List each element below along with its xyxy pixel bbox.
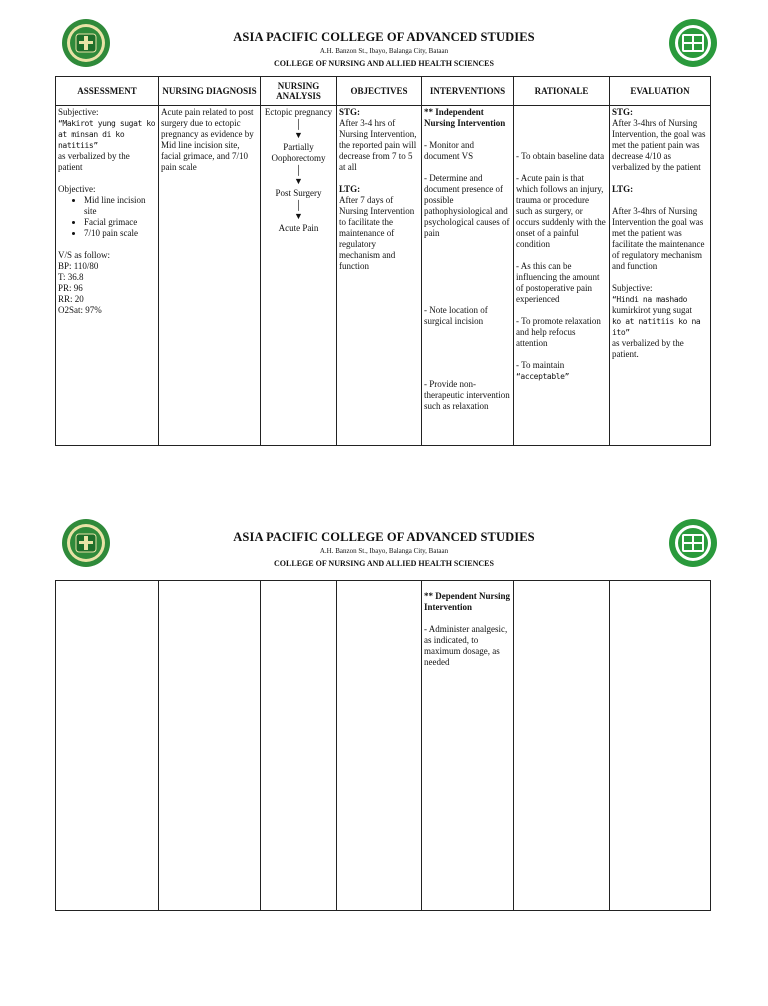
college-name: COLLEGE OF NURSING AND ALLIED HEALTH SCIENCES	[274, 559, 494, 568]
stg-text: After 3-4 hrs of Nursing Intervention, the reported pain will decrease from 7 to 5 at all	[339, 118, 417, 172]
intervention-item: - Monitor and document VS	[424, 140, 474, 161]
objectives-cell	[337, 581, 422, 911]
column-header: NURSING DIAGNOSIS	[159, 77, 261, 106]
down-arrow-icon: │ ▼	[294, 200, 303, 221]
care-plan-page-1	[0, 0, 768, 470]
rationale-item: - To promote relaxation and help refocus attention	[516, 316, 601, 348]
rationale-item: - Acute pain is that which follows an injury, trauma or procedure such as surgery, or occurs suddenly with the onset of a painful condition	[516, 173, 606, 249]
column-header: ASSESSMENT	[56, 77, 159, 106]
independent-intervention-label: ** Independent Nursing Intervention	[424, 107, 506, 128]
dependent-intervention-label: ** Dependent Nursing Intervention	[424, 591, 511, 612]
analysis-step: Ectopic pregnancy	[264, 107, 333, 117]
column-header: EVALUATION	[610, 77, 711, 106]
table-row	[56, 581, 711, 911]
vital-sign: RR: 20	[58, 294, 84, 304]
rationale-item: - As this can be influencing the amount of postoperative pain experienced	[516, 261, 600, 304]
evaluation-cell	[610, 106, 711, 446]
diagnosis-cell	[159, 581, 261, 911]
analysis-step: Post Surgery	[275, 188, 322, 198]
eval-quote: “Hindi na mashado	[612, 295, 688, 304]
rationale-item: - To obtain baseline data	[516, 151, 605, 161]
eval-quote: kumirkirot yung sugat	[612, 305, 692, 315]
school-address: A.H. Banzon St., Ibayo, Balanga City, Bataan	[319, 47, 449, 55]
vitals-label: V/S as follow:	[58, 250, 111, 260]
vital-sign: O2Sat: 97%	[58, 305, 102, 315]
rationale-quote: “acceptable”	[516, 372, 569, 381]
down-arrow-icon: │ ▼	[294, 119, 303, 140]
school-name: ASIA PACIFIC COLLEGE OF ADVANCED STUDIES	[233, 530, 535, 544]
college-name: COLLEGE OF NURSING AND ALLIED HEALTH SCIENCES	[274, 59, 494, 68]
intervention-item: - Note location of surgical incision	[424, 305, 488, 326]
list-item: • Mid line incision site	[84, 195, 156, 217]
intervention-item: - Determine and document presence of possible pathophysiological and psychological causes of pain	[424, 173, 510, 238]
interventions-cell	[422, 106, 514, 446]
intervention-item: - Administer analgesic, as indicated, to maximum dosage, as needed	[424, 624, 508, 667]
table-header-row	[56, 77, 711, 106]
nursing-care-plan-table-continued	[55, 580, 711, 911]
subjective-label: Subjective:	[58, 107, 99, 117]
eval-ltg-label: LTG:	[612, 184, 634, 194]
column-header: INTERVENTIONS	[422, 77, 514, 106]
interventions-cell	[422, 581, 514, 911]
assessment-cell	[56, 581, 159, 911]
list-item: • 7/10 pain scale	[84, 228, 156, 239]
analysis-cell	[261, 106, 337, 446]
assessment-cell	[56, 106, 159, 446]
document-header	[0, 24, 768, 68]
diagnosis-cell	[159, 106, 261, 446]
down-arrow-icon: │ ▼	[294, 165, 303, 186]
vital-sign: PR: 96	[58, 283, 83, 293]
rationale-cell	[514, 581, 610, 911]
stg-label: STG:	[339, 107, 361, 117]
objective-label: Objective:	[58, 184, 96, 194]
analysis-step: Acute Pain	[278, 223, 319, 233]
nursing-diagnosis-text: Acute pain related to post surgery due to ectopic pregnancy as evidence by Mid line incision site, facial grimace, and 7/10 pain scale	[161, 107, 254, 172]
subjective-note: as verbalized by the patient	[58, 151, 130, 172]
list-item: • Facial grimace	[84, 217, 156, 228]
objective-list	[58, 195, 156, 239]
column-header: RATIONALE	[514, 77, 610, 106]
ltg-label: LTG:	[339, 184, 361, 194]
analysis-cell	[261, 581, 337, 911]
vital-sign: BP: 110/80	[58, 261, 99, 271]
eval-ltg-text: After 3-4hrs of Nursing Intervention the goal was met the patient was facilitate the maintenance of regulatory mechanism and function	[612, 206, 705, 271]
eval-stg-label: STG:	[612, 107, 634, 117]
care-plan-page-2	[0, 500, 768, 1006]
patient-quote: “Makirot yung sugat ko at minsan di ko natitiis”	[58, 119, 156, 150]
intervention-item: - Provide non-therapeutic intervention such as relaxation	[424, 379, 510, 411]
objectives-cell	[337, 106, 422, 446]
school-name: ASIA PACIFIC COLLEGE OF ADVANCED STUDIES	[233, 30, 535, 44]
evaluation-cell	[610, 581, 711, 911]
eval-stg-text: After 3-4hrs of Nursing Intervention, the goal was met the patient pain was decrease 4/10 as verbalized by the patient	[612, 118, 706, 172]
nursing-care-plan-table	[55, 76, 711, 446]
rationale-item: - To maintain	[516, 360, 565, 370]
document-header	[0, 524, 768, 568]
analysis-step: Partially Oophorectomy	[271, 142, 326, 163]
column-header: NURSING ANALYSIS	[261, 77, 337, 106]
eval-quote: ko at natitiis ko na ito”	[612, 317, 701, 337]
eval-subjective-label: Subjective:	[612, 283, 653, 293]
rationale-cell	[514, 106, 610, 446]
column-header: OBJECTIVES	[337, 77, 422, 106]
eval-note: as verbalized by the patient.	[612, 338, 684, 359]
ltg-text: After 7 days of Nursing Intervention to facilitate the maintenance of regulatory mechanism and function	[339, 195, 415, 271]
school-address: A.H. Banzon St., Ibayo, Balanga City, Bataan	[319, 547, 449, 555]
vital-sign: T: 36.8	[58, 272, 84, 282]
table-row	[56, 106, 711, 446]
